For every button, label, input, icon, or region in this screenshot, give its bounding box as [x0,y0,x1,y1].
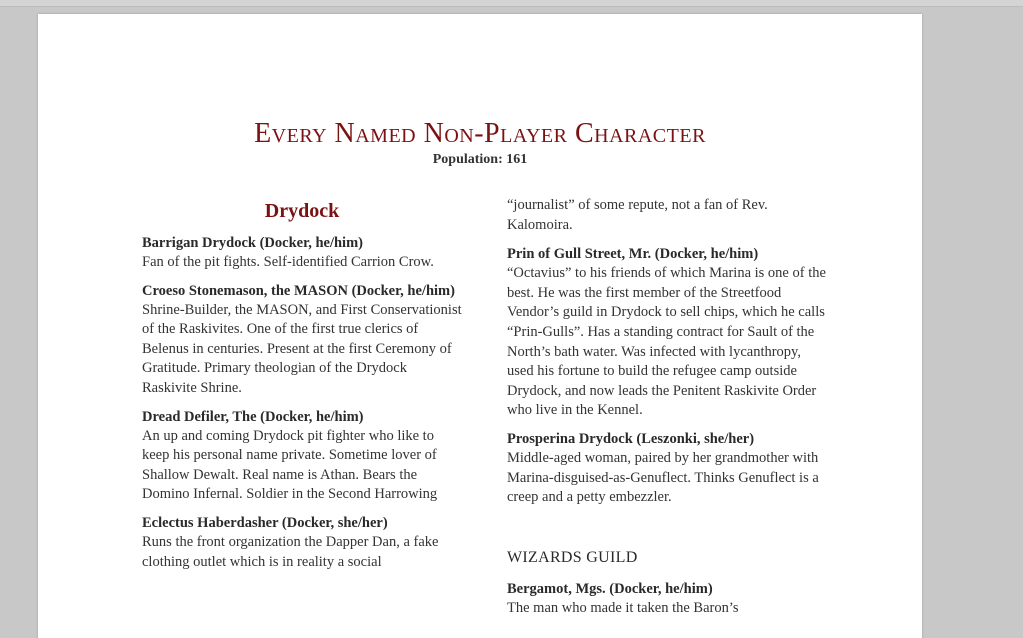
npc-description: “Octavius” to his friends of which Marina is one of the best. He was the first member of the Streetfood Vendor’s guild in Drydock to sell chips, which he calls “Prin-Gulls”. Has a standing contract for Sault of the North’s bath water. Was infected with lycanthropy, used his fortune to build the refugee camp outside Drydock, and now leads the Penitent Raskivite Order who live in the Kennel. [507,265,826,419]
npc-entry [142,234,462,273]
section-heading-drydock: Drydock [264,200,340,222]
npc-name: Dread Defiler, The (Docker, he/him) [142,408,364,425]
npc-entry [142,408,462,505]
npc-entry [142,514,462,572]
npc-name: Prin of Gull Street, Mr. (Docker, he/him) [507,246,759,263]
npc-description: Middle-aged woman, paired by her grandmother with Marina-disguised-as-Genuflect. Thinks Genuflect is a creep and a petty embezzler. [507,449,819,506]
npc-name: Bergamot, Mgs. (Docker, he/him) [507,580,713,597]
npc-entry [142,282,462,399]
continued-text: “journalist” of some repute, not a fan of Rev. Kalomoira. [507,197,768,233]
document-title: Every Named Non-Player Character [254,118,706,149]
npc-description: Shrine-Builder, the MASON, and First Conservationist of the Raskivites. One of the first true clerics of Belenus in centuries. Present at the first Ceremony of Gratitude. Primary theologian of the Drydock Raskivite Shrine. [142,301,462,396]
npc-description: Runs the front organization the Dapper Dan, a fake clothing outlet which is in reality a social [142,533,439,570]
window-top-strip [0,0,1023,7]
npc-name: Eclectus Haberdasher (Docker, she/her) [142,514,388,531]
npc-description: An up and coming Drydock pit fighter who like to keep his personal name private. Sometime lover of Shallow Dewalt. Real name is Athan. Bears the Domino Infernal. Soldier in the Second Harrowing [142,427,438,503]
npc-entry [507,580,827,619]
npc-name: Prosperina Drydock (Leszonki, she/her) [507,430,755,447]
document-page [38,14,922,638]
npc-entry [507,430,827,508]
npc-name: Barrigan Drydock (Docker, he/him) [142,235,363,251]
subsection-heading-wizards-guild: WIZARDS GUILD [507,548,638,566]
npc-description: The man who made it taken the Baron’s [507,599,739,616]
right-column [507,196,827,627]
npc-name: Croeso Stonemason, the MASON (Docker, he/him) [142,282,455,299]
left-column [142,198,462,581]
npc-description: Fan of the pit fights. Self-identified Carrion Crow. [142,254,434,270]
population-subtitle: Population: 161 [432,152,528,167]
npc-entry [507,245,827,421]
